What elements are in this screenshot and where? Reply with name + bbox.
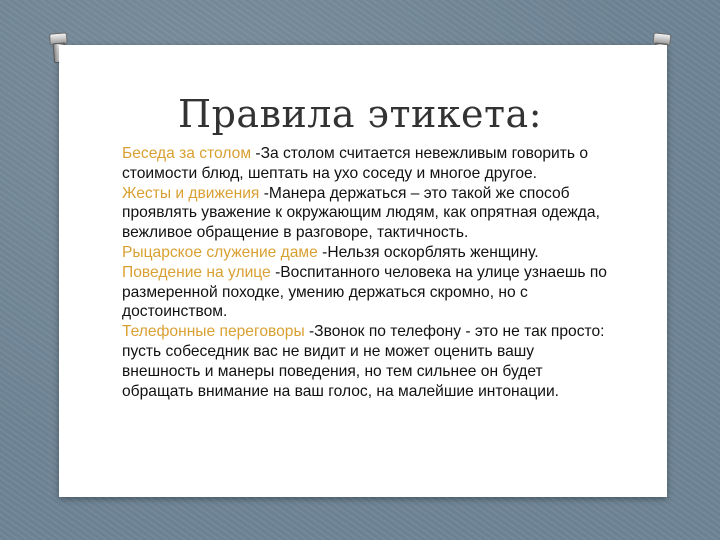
slide-title: Правила этикета: xyxy=(177,92,543,136)
list-item-term: Поведение на улице xyxy=(122,263,271,281)
list-item-gestures xyxy=(122,184,612,243)
list-item-term: Рыцарское служение даме xyxy=(122,243,318,261)
list-item-text: -За столом считается невежливым говорить о стоимости блюд, шептать на ухо соседу и многое другое. xyxy=(122,145,589,182)
list-item-text: -Манера держаться – это такой же способ проявлять уважение к окружающим людям, как опрятная одежда, вежливое обращение в разговоре, тактичность. xyxy=(122,184,600,242)
slide-content xyxy=(122,144,612,401)
list-item-text: -Воспитанного человека на улице узнаешь по размеренной походке, умению держаться скромно, но с достоинством. xyxy=(122,263,607,321)
list-item-term: Телефонные переговоры xyxy=(122,323,305,341)
list-item-text: -Нельзя оскорблять женщину. xyxy=(317,243,539,261)
list-item-table-talk xyxy=(122,144,612,184)
list-item-street xyxy=(122,263,612,322)
list-item-term: Жесты и движения xyxy=(122,184,260,202)
list-item-phone xyxy=(122,322,612,401)
list-item-chivalry xyxy=(122,243,612,263)
list-item-text: -Звонок по телефону - это не так просто: пусть собеседник вас не видит и не может оценить вашу внешность и манеры поведения, но тем сильнее он будет обращать внимание на ваш голос, на малейшие интонации. xyxy=(122,323,605,400)
list-item-term: Беседа за столом xyxy=(122,145,252,162)
